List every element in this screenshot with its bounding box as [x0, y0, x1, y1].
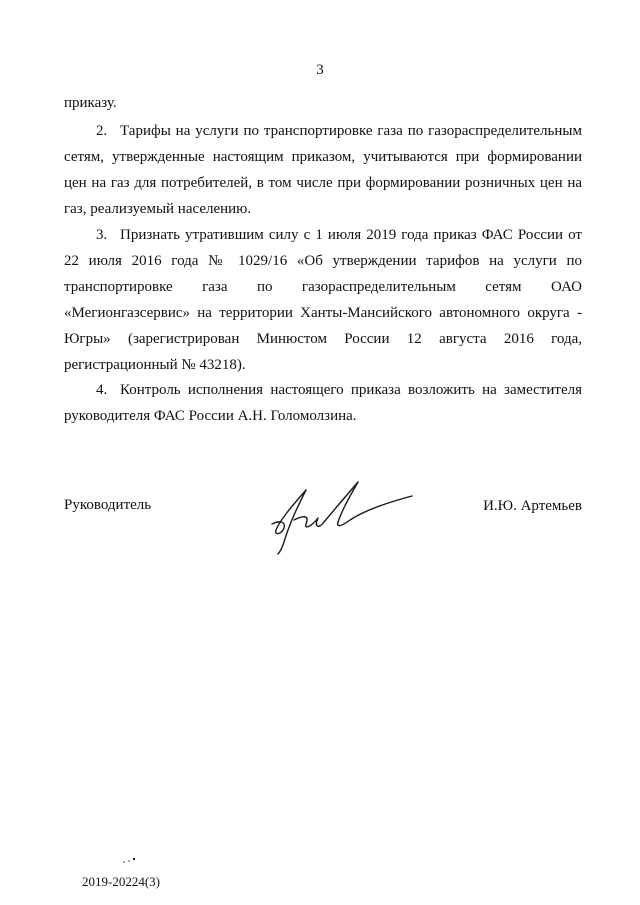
continuation-text [64, 90, 582, 116]
continuation-line: приказу. [64, 95, 117, 111]
signatory-name: И.Ю. Артемьев [483, 498, 582, 514]
paragraph-4 [64, 377, 582, 429]
scan-speck-icon [121, 857, 137, 865]
paragraph-3 [64, 222, 582, 378]
paragraph-4-number: 4. [96, 382, 108, 398]
signatory-title: Руководитель [64, 497, 152, 513]
handwritten-signature-icon [262, 476, 422, 556]
page-number: 3 [316, 62, 324, 78]
paragraph-2-number: 2. [96, 123, 108, 139]
paragraph-2 [64, 118, 582, 222]
document-code: 2019-20224(3) [82, 874, 160, 889]
paragraph-3-text: Признать утратившим силу с 1 июля 2019 года приказ ФАС России от 22 июля 2016 года № 1029/16 «Об утверждении тарифов на услуги по транспортировке газа по газораспределительным сетям ОАО «Мегионгазсервис» на территории Ханты-Мансийского автономного округа - Югры» (зарегистрирован Минюстом России 12 августа 2016 года, регистрационный № 43218). [64, 227, 582, 373]
paragraph-2-text: Тарифы на услуги по транспортировке газа по газораспределительным сетям, утвержденные настоящим приказом, учитываются при формировании цен на газ для потребителей, в том числе при формировании розничных цен на газ, реализуемый населению. [64, 123, 582, 217]
paragraph-3-number: 3. [96, 227, 108, 243]
paragraph-4-text: Контроль исполнения настоящего приказа возложить на заместителя руководителя ФАС России А.Н. Голомолзина. [64, 382, 582, 424]
